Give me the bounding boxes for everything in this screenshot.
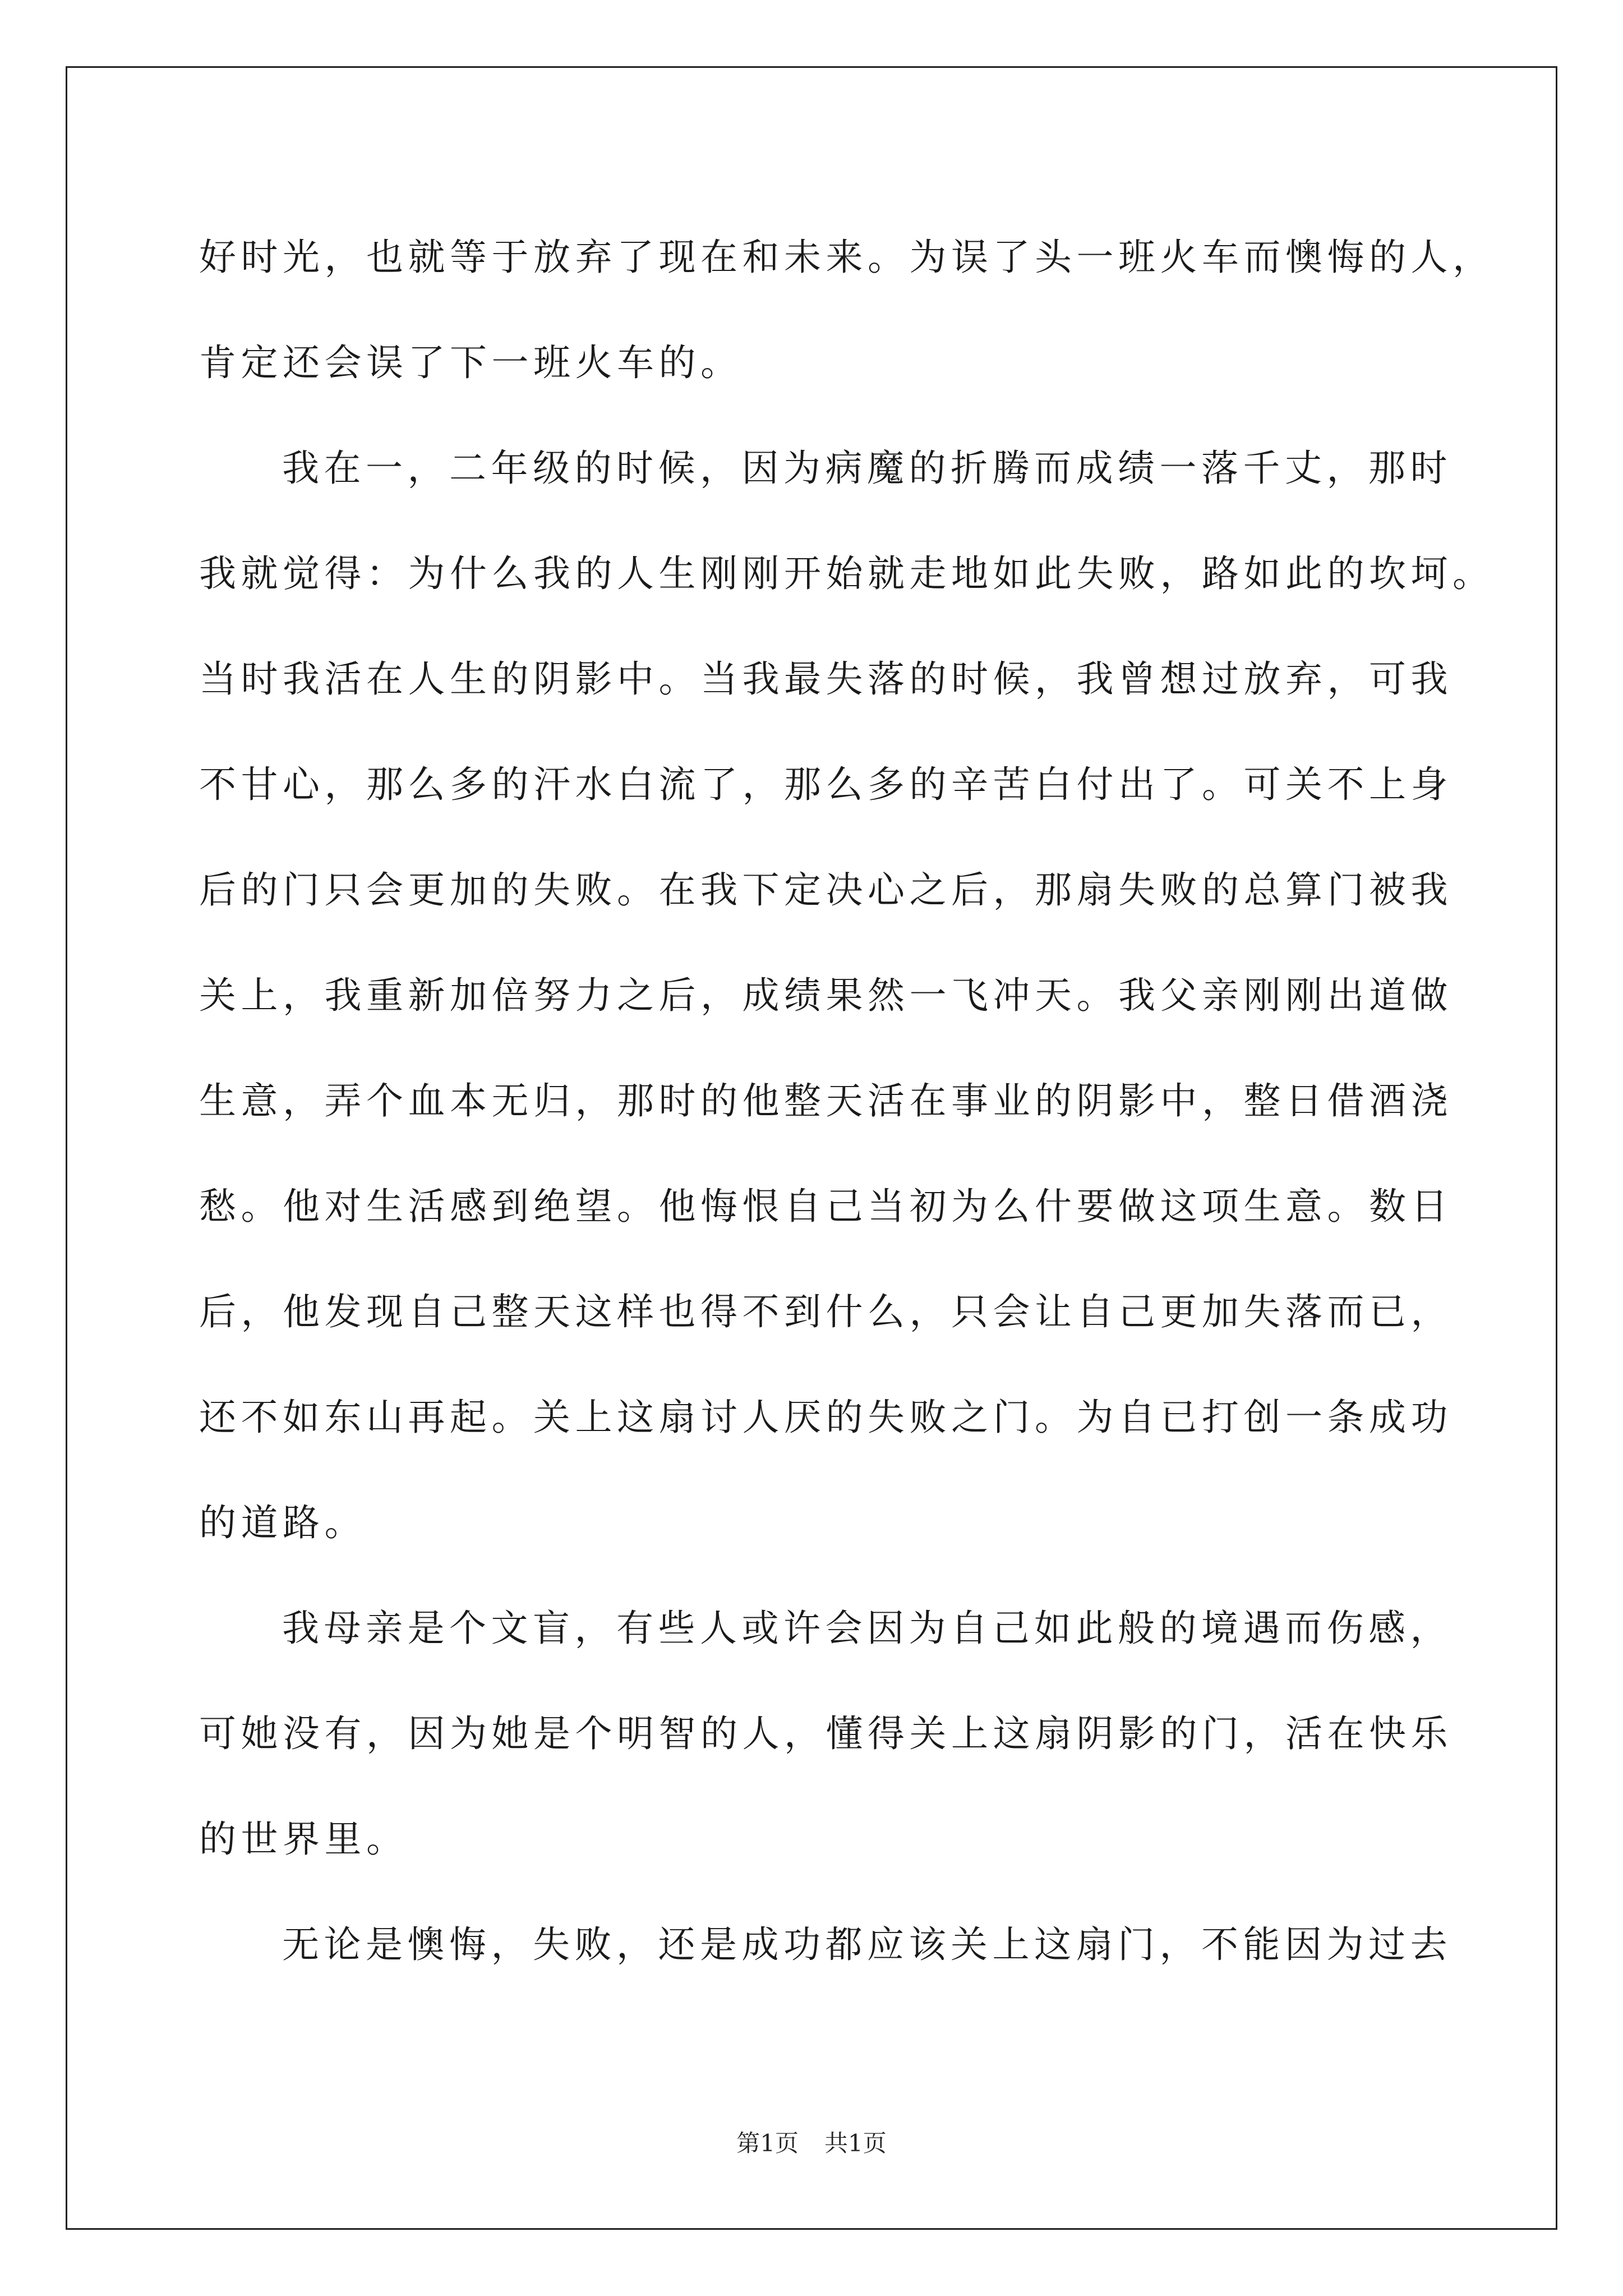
text-line: 可她没有，因为她是个明智的人，懂得关上这扇阴影的门，活在快乐	[199, 1712, 1453, 1755]
text-line: 后，他发现自己整天这样也得不到什么，只会让自己更加失落而已，	[199, 1290, 1453, 1333]
text-line: 关上，我重新加倍努力之后，成绩果然一飞冲天。我父亲刚刚出道做	[199, 974, 1453, 1017]
text-line: 生意，弄个血本无归，那时的他整天活在事业的阴影中，整日借酒浇	[199, 1079, 1453, 1122]
text-line: 不甘心，那么多的汗水白流了，那么多的辛苦白付出了。可关不上身	[199, 763, 1453, 806]
document-body	[199, 205, 1495, 1998]
text-line: 的道路。	[199, 1501, 366, 1544]
page-number-total: 共1页	[824, 2129, 887, 2157]
text-line: 还不如东山再起。关上这扇讨人厌的失败之门。为自已打创一条成功	[199, 1396, 1453, 1439]
text-line: 好时光，也就等于放弃了现在和未来。为误了头一班火车而懊悔的人，	[199, 236, 1495, 279]
text-line: 我就觉得：为什么我的人生刚刚开始就走地如此失败，路如此的坎坷。	[199, 552, 1495, 595]
text-line: 肯定还会误了下一班火车的。	[199, 341, 743, 384]
text-line: 愁。他对生活感到绝望。他悔恨自己当初为么什要做这项生意。数日	[199, 1185, 1453, 1228]
paragraph-4	[199, 1892, 1452, 1998]
text-line: 无论是懊悔，失败，还是成功都应该关上这扇门，不能因为过去	[282, 1923, 1452, 1966]
text-line: 后的门只会更加的失败。在我下定决心之后，那扇失败的总算门被我	[199, 868, 1453, 912]
paragraph-1	[199, 205, 1495, 416]
paragraph-2	[199, 416, 1495, 1576]
page-footer	[0, 2125, 1623, 2159]
paragraph-3	[199, 1576, 1453, 1892]
text-line: 的世界里。	[199, 1818, 408, 1861]
text-line: 当时我活在人生的阴影中。当我最失落的时候，我曾想过放弃，可我	[199, 657, 1453, 701]
page-number-current: 第1页	[736, 2129, 799, 2157]
text-line: 我在一，二年级的时候，因为病魔的折腾而成绩一落千丈，那时	[282, 447, 1452, 490]
text-line: 我母亲是个文盲，有些人或许会因为自己如此般的境遇而伤感，	[282, 1607, 1452, 1650]
